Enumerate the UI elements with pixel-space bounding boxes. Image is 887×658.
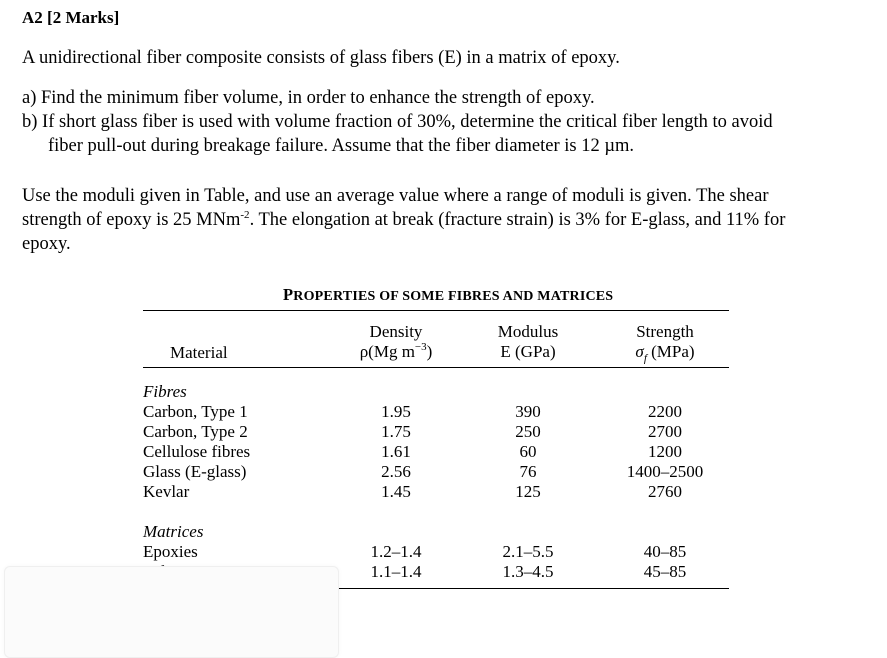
table-row-density: 1.2–1.4	[370, 542, 422, 561]
table-row-material: Epoxies	[143, 542, 198, 561]
header-modulus-label: Modulus	[497, 322, 559, 341]
density-unit-base: ρ(Mg m	[359, 342, 415, 361]
header-strength-unit	[617, 342, 713, 368]
table-row-strength: 2200	[648, 402, 682, 421]
density-unit-exponent: −3	[414, 341, 427, 353]
shear-strength-text: strength of epoxy is 25 MNm	[22, 210, 241, 230]
table-row-density: 2.56	[381, 462, 411, 481]
table-row-strength: 1200	[648, 442, 682, 461]
table-row-density: 1.75	[381, 422, 411, 441]
question-heading: A2 [2 Marks]	[22, 8, 120, 27]
table-row-strength: 40–85	[643, 542, 687, 561]
table-title-rest: ROPERTIES OF SOME FIBRES AND MATRICES	[293, 289, 614, 304]
table-row-density: 1.1–1.4	[370, 562, 422, 581]
table-top-rule	[143, 310, 729, 311]
table-row-density: 1.95	[381, 402, 411, 421]
elongation-text: . The elongation at break (fracture strain) is 3% for E-glass, and 11% for	[249, 210, 786, 230]
question-b-line1: b) If short glass fiber is used with volume fraction of 30%, determine the critical fiber length to avoid	[22, 112, 773, 132]
table-row-material: Carbon, Type 2	[143, 422, 248, 441]
table-header-rule	[143, 367, 729, 368]
header-material: Material	[170, 343, 228, 362]
table-row-modulus: 1.3–4.5	[502, 562, 554, 581]
strength-symbol-sub: f	[643, 352, 647, 365]
info-paragraph-line1: Use the moduli given in Table, and use an average value where a range of moduli is given. The shear	[22, 186, 769, 206]
fibres-group-label: Fibres	[143, 382, 187, 401]
table-row-strength: 2760	[648, 482, 682, 501]
table-row-material: Glass (E-glass)	[143, 462, 247, 481]
header-modulus-unit: E (GPa)	[500, 342, 556, 361]
table-row-modulus: 60	[519, 442, 537, 461]
question-b-line2: fiber pull-out during breakage failure. Assume that the fiber diameter is 12 µm.	[48, 136, 635, 156]
table-row-strength: 45–85	[643, 562, 687, 581]
header-density-label: Density	[369, 322, 423, 341]
table-row-modulus: 125	[515, 482, 541, 501]
info-paragraph-line3: epoxy.	[22, 234, 71, 254]
table-row-modulus: 390	[515, 402, 541, 421]
question-a: a) Find the minimum fiber volume, in order to enhance the strength of epoxy.	[22, 88, 595, 108]
table-row-material: Kevlar	[143, 482, 190, 501]
table-row-material: Cellulose fibres	[143, 442, 251, 461]
matrices-group-label: Matrices	[143, 522, 204, 541]
header-density-unit	[353, 342, 439, 362]
table-row-strength: 1400–2500	[626, 462, 704, 481]
table-row-modulus: 2.1–5.5	[502, 542, 554, 561]
table-row-material: Carbon, Type 1	[143, 402, 248, 421]
table-row-density: 1.61	[381, 442, 411, 461]
unit-exponent: -2	[240, 209, 250, 221]
table-row-modulus: 76	[519, 462, 537, 481]
table-title-initial: P	[283, 285, 294, 304]
overlay-panel	[4, 566, 339, 658]
strength-symbol: σ	[635, 342, 644, 361]
table-row-modulus: 250	[515, 422, 541, 441]
header-strength-label: Strength	[636, 322, 694, 341]
strength-unit-text: (MPa)	[646, 342, 695, 361]
table-row-strength: 2700	[648, 422, 682, 441]
table-row-density: 1.45	[381, 482, 411, 501]
density-unit-close: )	[426, 342, 433, 361]
info-paragraph-line2	[22, 210, 785, 231]
table-title	[283, 285, 613, 305]
problem-intro: A unidirectional fiber composite consists of glass fibers (E) in a matrix of epoxy.	[22, 48, 620, 68]
